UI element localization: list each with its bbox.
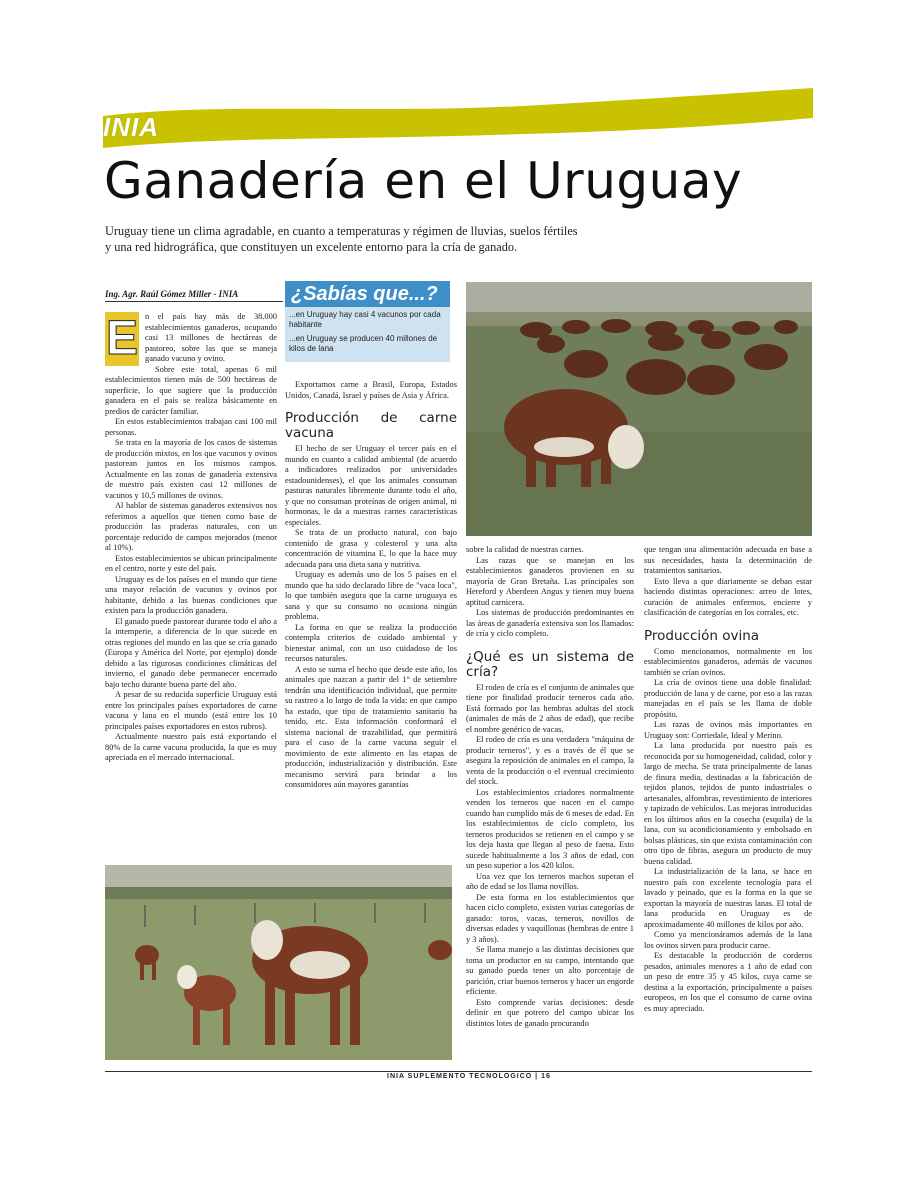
paragraph: Se trata en la mayoría de los casos de sistemas de producción mixtos, en los que vacunos y ovinos pastorean juntos en los mismos campos. Actualmente en las zonas de ganadería extensiva de nuestro país existen casi 12 millones de vacunos y 10,5 millones de ovinos. (105, 438, 277, 500)
paragraph: Uruguay es de los países en el mundo que tiene una mayor relación de vacunos y ovinos por habitante, debido a las buenas condiciones que existen para la producción ganadera. (105, 574, 277, 615)
article-column-2-top (285, 380, 457, 791)
paragraph: A pesar de su reducida superficie Uruguay está entre los principales países exportadores de carne vacuna y lana en el mundo (está entre los 10 principales países exportadores en estos rubros). (105, 690, 277, 731)
paragraph: Estos establecimientos se ubican principalmente en el centro, norte y este del país. (105, 553, 277, 573)
paragraph: n el país hay más de 38.000 establecimientos ganaderos, ocupando casi 13 millones de hectáreas de pastoreo, sobre las que se maneja ganado vacuno y ovino. (145, 312, 277, 363)
paragraph: Actualmente nuestro país está exportando el 80% de la carne vacuna producida, la que es muy apreciada en el mercado internacional. (105, 732, 277, 762)
paragraph: Se trata de un producto natural, con bajo contenido de grasa y colesterol y una alta concentración de vitamina E, lo que la hace muy adecuada para una dieta sana y nutritiva. (285, 528, 457, 569)
paragraph: Exportamos carne a Brasil, Europa, Estados Unidos, Canadá, Israel y países de Asia y África. (285, 380, 457, 400)
paragraph: sobre la calidad de nuestras carnes. (466, 545, 584, 554)
footer-text: INIA SUPLEMENTO TECNOLOGICO | 16 (387, 1073, 551, 1080)
paragraph: Es destacable la producción de corderos pesados, animales menores a 1 año de edad con un peso de entre 35 y 45 kilos, cuya carne se destina a la exportación, principalmente a países europeos, en los que el consumo de carne ovina es muy apreciado. (644, 951, 812, 1013)
intro-text (105, 223, 805, 255)
article-column-3 (466, 545, 634, 1029)
paragraph: El rodeo de cría es una verdadera "máquina de producir terneros", y es a través de él que se asegura la reposición de animales en el campo, la venta de la producción o el eventual crecimiento del stock. (466, 735, 634, 786)
paragraph: Una vez que los terneros machos superan el año de edad se los llama novillos. (466, 871, 634, 891)
paragraph: El ganado puede pastorear durante todo el año a la intemperie, a diferencia de lo que sucede en otras regiones del mundo en las que se cría ganado (Europa y América del Norte, por ejemplo) donde debido a las rigurosas condiciones climáticas del invierno, el ganado debe permanecer encerrado bajo techo durante buena parte del año. (105, 616, 277, 689)
paragraph: Esto comprende varias decisiones: desde definir en que potrero del campo ubicar los distintos lotes de ganado procurando (466, 997, 634, 1028)
section-heading-cria: ¿Qué es un sistema de cría? (466, 648, 634, 680)
paragraph: Al hablar de sistemas ganaderos extensivos nos referimos a aquellos que tienen como base de producción las praderas naturales, con un porcentaje reducido de campos mejorados (menor al 10%). (105, 501, 277, 552)
section-heading-carne: Producción de carne vacuna (285, 410, 457, 441)
byline: Ing. Agr. Raúl Gómez Miller - INIA (105, 289, 283, 302)
paragraph: Los sistemas de producción predominantes en las áreas de ganadería extensiva son los llamados: de cría y ciclo completo. (466, 608, 634, 638)
paragraph: que tengan una alimentación adecuada en base a sus necesidades, hasta la determinación de tratamientos sanitarios. (644, 545, 812, 575)
sabias-heading: ¿Sabías que...? (285, 281, 450, 307)
paragraph: Las razas que se manejan en los establecimientos ganaderos provienen en su mayoría de Gran Bretaña. Las principales son Hereford y Aberdeen Angus y tienen muy buena aptitud carnicera. (466, 555, 634, 607)
drop-cap: E (105, 312, 138, 365)
intro-line: Uruguay tiene un clima agradable, en cuanto a temperaturas y régimen de lluvias, suelos fértiles (105, 224, 578, 238)
sabias-item: ...en Uruguay hay casi 4 vacunos por cada habitante (289, 310, 441, 329)
paragraph: Como mencionamos, normalmente en los establecimientos ganaderos, además de vacunos también se crían ovinos. (644, 646, 812, 677)
paragraph: Sobre este total, apenas 6 mil establecimientos tienen más de 500 hectáreas de superficie, lo que sugiere que la producción ganadera en el país se realiza básicamente en predios de carácter familiar. (105, 364, 277, 416)
article-column-4 (644, 545, 812, 1014)
cow-and-calf-photo (105, 865, 452, 1060)
inia-logo: INIA (103, 112, 159, 142)
paragraph: Uruguay es además uno de los 5 países en el mundo que ha sido declarado libre de "vaca loca", lo que también asegura que la carne uruguaya es sana y que su consumo no ocasiona ningún problema. (285, 570, 457, 621)
paragraph: La industrialización de la lana, se hace en nuestro país con excelente tecnología para el lavado y peinado, que es la forma en la que se exportan la mayoría de nuestras lanas. El total de lana producida en Uruguay es de aproximadamente 40 millones de kilos por año. (644, 867, 812, 929)
paragraph: Las razas de ovinos más importantes en Uruguay son: Corriedale, Ideal y Merino. (644, 720, 812, 740)
page-title: Ganadería en el Uruguay (104, 152, 743, 210)
paragraph: Esto lleva a que diariamente se deban estar haciendo distintas operaciones: arreo de lotes, curación de animales enfermos, encierre y clasificación de categorías en los corrales, etc. (644, 576, 812, 617)
section-heading-ovina: Producción ovina (644, 627, 760, 644)
paragraph: Como ya mencionáramos además de la lana los ovinos sirven para producir carne. (644, 930, 812, 950)
paragraph: A esto se suma el hecho que desde este año, los animales que nazcan a partir del 1° de setiembre tendrán una identificación individual, que permite su rastreo a lo largo de toda la vida: en que campo ha estado, que tipo de tratamiento sanitario ha tenido, etc. Esta información conformará el sistema nacional de trazabilidad, que permitirá para el caso de la carne vacuna seguir el movimiento de este alimento en las etapas de producción, industrialización y distribución. Este mecanismo servirá para brindar a los consumidores aún mayores garantías (285, 664, 457, 789)
sabias-box (285, 307, 450, 362)
paragraph: La forma en que se realiza la producción contempla criterios de cuidado ambiental y bienestar animal, con un uso cuidadoso de los recursos naturales. (285, 622, 457, 663)
paragraph: El hecho de ser Uruguay el tercer país en el mundo en cuanto a calidad ambiental (de acuerdo a indicadores realizados por universidades estadounidenses), el que los animales consuman pasturas naturales libremente durante todo el año, y que no consuman proteínas de origen animal, ni hormonas, le da a nuestras carnes características especiales. (285, 444, 457, 527)
paragraph: La cría de ovinos tiene una doble finalidad: producción de lana y de carne, por eso a las razas manejadas en el país se les llama de doble propósito. (644, 678, 812, 719)
paragraph: De esta forma en los establecimientos que hacen ciclo completo, existen varias categorías de ganado: toros, vacas, terneros, novillos de diversas edades y vaquillonas (hembras de entre 1 y 3 años). (466, 892, 634, 944)
intro-line: y una red hidrográfica, que constituyen un excelente entorno para la cría de ganado. (105, 240, 518, 254)
paragraph: El rodeo de cría es el conjunto de animales que tiene por finalidad producir terneros cada año. Está formado por las hembras adultas del stock (animales de más de 2 años de edad), que recibe el nombre genérico de vacas. (466, 682, 634, 734)
sabias-item: ...en Uruguay se producen 40 millones de kilos de lana (289, 334, 438, 353)
footer-rule (105, 1071, 812, 1072)
paragraph: La lana producida por nuestro país es reconocida por su homogeneidad, calidad, color y largo de mecha. Se trata principalmente de lanas de finura media, destinadas a la fabricación de tejidos planos, tejidos de punto industriales o artesanales, alfombras, revestimiento de interiores y tapizado de vehículos. Las mejoras introducidas en los últimos años en la cosecha (esquila) de la lana, con su acondicionamiento y embolsado en bolsas plásticas, sin que exista contaminación con otro tipo de fibras, asegura un producto de muy buena calidad. (644, 741, 812, 866)
paragraph: Los establecimientos criadores normalmente venden los terneros que nacen en el campo cuando han cumplido más de 6 meses de edad. En los establecimientos de ciclo completo, los terneros producidos se retienen en el campo y se los deja hasta que llegan al peso de faena. Esto sucede habitualmente a los 3 años de edad, con un peso superior a los 420 kilos. (466, 787, 634, 870)
paragraph: En estos establecimientos trabajan casi 100 mil personas. (105, 417, 277, 437)
cattle-herd-photo (466, 282, 812, 536)
paragraph: Se llama manejo a las distintas decisiones que toma un productor en su campo, intentando que su ganado pueda tener un alto porcentaje de parición, criar buenos terneros y hacer un engorde eficiente. (466, 945, 634, 996)
article-column-1 (105, 312, 277, 764)
header-band (103, 88, 813, 148)
